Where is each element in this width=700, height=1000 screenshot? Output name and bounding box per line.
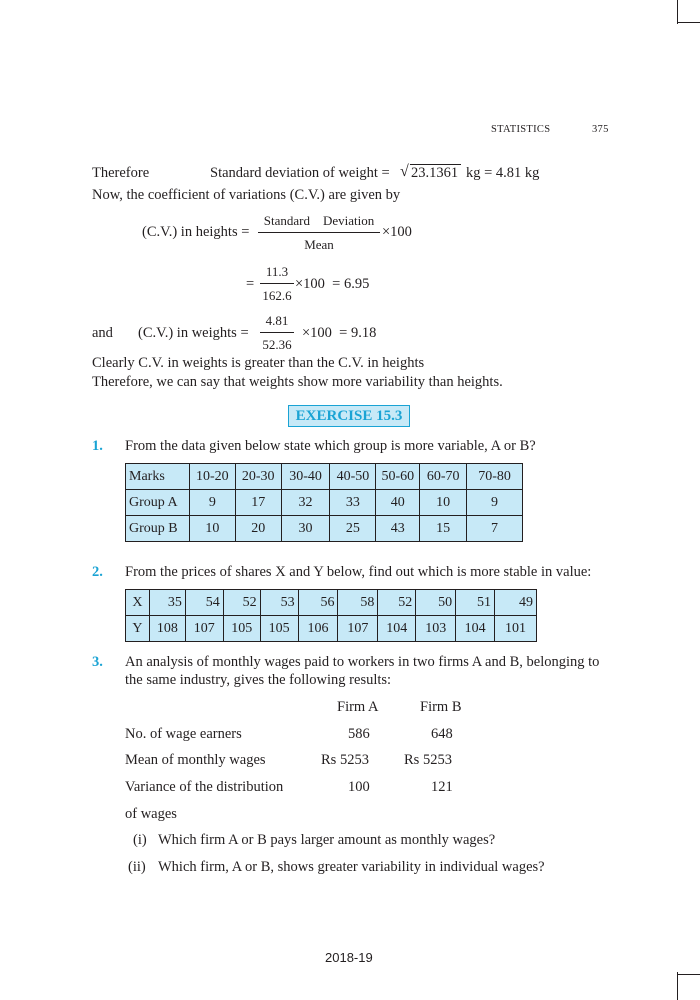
fraction-sd-over-mean <box>258 213 380 253</box>
table-cell: 56 <box>298 590 338 616</box>
table-header-cell: 10-20 <box>189 464 235 490</box>
col-header-firm-b: Firm B <box>420 699 462 715</box>
crop-mark-top-horizontal <box>678 22 700 23</box>
table-cell: 35 <box>149 590 185 616</box>
table-cell: 43 <box>376 516 420 542</box>
table-cell: 25 <box>330 516 376 542</box>
part-ii-text: Which firm, A or B, shows greater variability in individual wages? <box>158 859 545 875</box>
exercise-heading: EXERCISE 15.3 <box>288 405 410 427</box>
table-cell: 108 <box>149 616 185 642</box>
cv-heights-result: ×100 = 6.95 <box>295 276 370 292</box>
table-cell: 52 <box>378 590 416 616</box>
fraction-numerator: Standard Deviation <box>263 213 375 228</box>
row-label-wage-earners: No. of wage earners <box>125 726 242 742</box>
cv-intro: Now, the coefficient of variations (C.V.) are given by <box>92 187 401 203</box>
firm-a-variance: 100 <box>348 779 370 795</box>
table-cell: 9 <box>189 490 235 516</box>
fraction-numerator: 4.81 <box>265 313 289 328</box>
firm-a-mean-wages: Rs 5253 <box>321 752 369 768</box>
fraction-denominator: Mean <box>304 237 334 252</box>
table-cell: 101 <box>495 616 537 642</box>
row-label-group-b: Group B <box>126 516 190 542</box>
row-label-group-a: Group A <box>126 490 190 516</box>
row-label-y: Y <box>126 616 150 642</box>
fraction-weights <box>260 313 294 353</box>
table-cell: 10 <box>420 490 467 516</box>
fraction-heights <box>260 264 294 304</box>
cv-weights-result: ×100 = 9.18 <box>302 325 377 341</box>
question-2-number: 2. <box>92 564 103 580</box>
col-header-firm-a: Firm A <box>337 699 379 715</box>
table-cell: 7 <box>467 516 523 542</box>
table-cell: 50 <box>416 590 456 616</box>
part-i-number: (i) <box>133 832 147 848</box>
question-3-text-line-1: An analysis of monthly wages paid to workers in two firms A and B, belonging to <box>125 654 600 670</box>
fraction-numerator: 11.3 <box>265 264 289 279</box>
table-cell: 52 <box>223 590 260 616</box>
table-cell: 54 <box>185 590 223 616</box>
row-label-variance-cont: of wages <box>125 806 177 822</box>
table-cell: 105 <box>260 616 298 642</box>
conclusion-line-1: Clearly C.V. in weights is greater than the C.V. in heights <box>92 355 425 371</box>
table-row <box>126 464 523 490</box>
table-cell: 9 <box>467 490 523 516</box>
table-cell: 15 <box>420 516 467 542</box>
row-label-mean-wages: Mean of monthly wages <box>125 752 266 768</box>
table-cell: 33 <box>330 490 376 516</box>
table-header-cell: 50-60 <box>376 464 420 490</box>
crop-mark-bottom-vertical <box>677 972 678 1000</box>
table-row <box>126 490 523 516</box>
q2-table <box>125 589 537 642</box>
table-cell: 20 <box>235 516 281 542</box>
table-cell: 32 <box>281 490 330 516</box>
times-100: ×100 <box>382 224 412 240</box>
cv-weights-label: (C.V.) in weights = <box>138 325 249 341</box>
table-cell: 51 <box>456 590 495 616</box>
sqrt-icon: √ <box>400 163 409 180</box>
table-cell: 106 <box>298 616 338 642</box>
table-cell: 40 <box>376 490 420 516</box>
table-cell: 103 <box>416 616 456 642</box>
table-cell: 30 <box>281 516 330 542</box>
table-cell: 17 <box>235 490 281 516</box>
sd-result: kg = 4.81 kg <box>466 165 540 181</box>
firm-b-mean-wages: Rs 5253 <box>404 752 452 768</box>
row-label-x: X <box>126 590 150 616</box>
question-1-number: 1. <box>92 438 103 454</box>
table-row <box>126 616 537 642</box>
running-header-section: STATISTICS <box>491 124 551 135</box>
crop-mark-bottom-horizontal <box>678 974 700 975</box>
table-cell: 107 <box>338 616 378 642</box>
question-2-text: From the prices of shares X and Y below, find out which is more stable in value: <box>125 564 592 580</box>
table-row <box>126 590 537 616</box>
page-number: 375 <box>592 124 609 135</box>
sd-radicand: 23.1361 <box>411 165 459 181</box>
cv-heights-label: (C.V.) in heights = <box>142 224 250 240</box>
table-cell: 104 <box>456 616 495 642</box>
part-ii-number: (ii) <box>128 859 146 875</box>
question-3-text-line-2: the same industry, gives the following results: <box>125 672 392 688</box>
table-header-cell: 20-30 <box>235 464 281 490</box>
table-cell: 53 <box>260 590 298 616</box>
table-cell: 49 <box>495 590 537 616</box>
firm-b-wage-earners: 648 <box>431 726 453 742</box>
and-label: and <box>92 325 113 341</box>
table-header-cell: 60-70 <box>420 464 467 490</box>
fraction-denominator: 52.36 <box>262 337 292 352</box>
table-header-cell: 70-80 <box>467 464 523 490</box>
table-cell: 58 <box>338 590 378 616</box>
footer-year: 2018-19 <box>325 950 373 965</box>
sd-label: Standard deviation of weight = <box>210 165 390 181</box>
table-cell: 105 <box>223 616 260 642</box>
equals-sign: = <box>246 276 255 292</box>
row-label-variance: Variance of the distribution <box>125 779 284 795</box>
question-1-text: From the data given below state which group is more variable, A or B? <box>125 438 536 454</box>
part-i-text: Which firm A or B pays larger amount as monthly wages? <box>158 832 496 848</box>
table-cell: 10 <box>189 516 235 542</box>
table-row <box>126 516 523 542</box>
table-header-cell: 40-50 <box>330 464 376 490</box>
firm-a-wage-earners: 586 <box>348 726 370 742</box>
table-cell: 107 <box>185 616 223 642</box>
conclusion-line-2: Therefore, we can say that weights show more variability than heights. <box>92 374 503 390</box>
firm-b-variance: 121 <box>431 779 453 795</box>
therefore-label: Therefore <box>92 165 150 181</box>
fraction-denominator: 162.6 <box>262 288 292 303</box>
q1-table <box>125 463 523 542</box>
table-cell: 104 <box>378 616 416 642</box>
table-header-cell: 30-40 <box>281 464 330 490</box>
crop-mark-top-vertical <box>677 0 678 24</box>
row-label-marks: Marks <box>126 464 190 490</box>
question-3-number: 3. <box>92 654 103 670</box>
